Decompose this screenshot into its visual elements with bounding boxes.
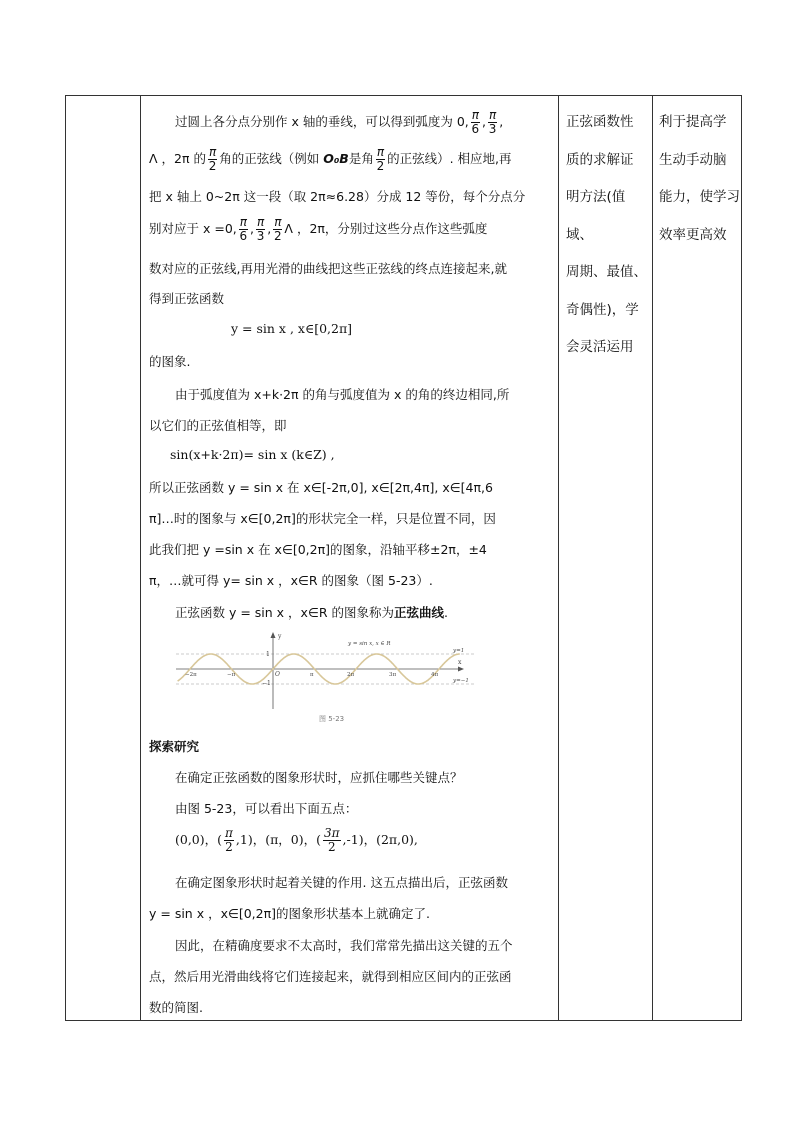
p2-line4: π]…时的图象与 x∈[0,2π]的形状完全一样，只是位置不同，因: [149, 511, 496, 526]
formula-sine: y = sin x , x∈[0,2π]: [231, 321, 353, 336]
frac-den: 3: [256, 229, 265, 243]
intent-line: 效率更高效: [659, 226, 727, 243]
frac-num: π: [488, 108, 497, 122]
fraction: [239, 216, 248, 243]
text: (0,0)，(: [175, 832, 223, 847]
section-heading: 探索研究: [149, 739, 200, 754]
text: Λ ，2π，分别过这些分点作这些弧度: [284, 221, 488, 236]
fraction: [471, 109, 480, 136]
frac-den: 2: [273, 229, 282, 243]
lesson-table: [65, 95, 742, 1021]
p1-line7: 的图象.: [149, 354, 191, 369]
term-sine-curve: 正弦曲线: [394, 605, 445, 620]
formula-periodic: sin(x+k·2π)= sin x (k∈Z) ,: [170, 447, 335, 462]
p1-line3: 把 x 轴上 0~2π 这一段（取 2π≈6.28）分成 12 等份，每个分点分: [149, 189, 526, 204]
tick-minus-1: −1: [262, 680, 271, 687]
frac-den: 2: [225, 840, 233, 854]
explore-line1: 在确定正弦函数的图象形状时，应抓住哪些关键点？: [175, 770, 463, 785]
frac-den: 6: [471, 122, 480, 136]
tick-neg-pi: −π: [227, 672, 236, 678]
frac-den: 6: [239, 229, 248, 243]
frac-num: π: [274, 215, 282, 229]
frac-num: π: [239, 215, 247, 229]
tick-2pi: 2π: [347, 672, 355, 678]
p1-line6: 得到正弦函数: [149, 291, 225, 306]
text: ,-1)，(2π,0),: [342, 832, 418, 847]
p1-line4: 别对应于 x =0, $\frac{\pi}{6}$ , $\frac{\pi}{3}$ , $\frac{\pi}{2}$ Λ ，2π，分别过这些分点作这些弧度: [149, 215, 488, 243]
text: ,: [481, 114, 486, 129]
p1-line2: [149, 146, 512, 173]
intent-line: 生动手动脑: [659, 151, 727, 168]
text: 别对应于 x =0,: [149, 221, 237, 236]
tick-3pi: 3π: [389, 672, 397, 678]
tick-pi: π: [310, 672, 314, 678]
explore-line7: 数的简图.: [149, 1000, 203, 1015]
explore-line4: y = sin x ，x∈[0,2π]的图象形状基本上就确定了.: [149, 906, 430, 921]
objective-line: 质的求解证: [566, 151, 634, 168]
text: 角的正弦线（例如: [219, 151, 324, 166]
objective-line: 会灵活运用: [566, 339, 634, 355]
explore-line6: 点，然后用光滑曲线将它们连接起来，就得到相应区间内的正弦函: [149, 969, 512, 984]
frac-num: π: [225, 826, 233, 840]
p3-line: [175, 603, 448, 621]
p1-line5: 数对应的正弦线,再用光滑的曲线把这些正弦线的终点连接起来,就: [149, 261, 507, 276]
p2-line1: 由于弧度值为 x+k·2π 的角与弧度值为 x 的角的终边相同,所: [175, 387, 510, 402]
explore-line3: 在确定图象形状时起着关键的作用. 这五点描出后，正弦函数: [175, 875, 508, 890]
intent-cell: [652, 96, 742, 254]
main-content-cell: [141, 96, 559, 1020]
objective-cell: [558, 96, 652, 367]
text: Λ ，2π 的: [149, 151, 206, 166]
intent-line: 能力，使学习: [659, 189, 740, 205]
curve-label: y = sin x, x ∈ R: [348, 641, 391, 647]
text: 正弦函数 y = sin x ，x∈R 的图象称为: [175, 605, 394, 620]
tick-neg-2pi: −2π: [185, 672, 197, 678]
sine-curve-figure: [176, 631, 476, 711]
objective-line: 周期、最值、: [566, 264, 647, 280]
frac-num: π: [471, 108, 479, 122]
y-axis-arrow: [271, 632, 276, 638]
frac-num: π: [376, 145, 385, 159]
ym1-label: y=−1: [453, 678, 469, 684]
figure-caption: 图 5-23: [319, 715, 345, 723]
frac-den: 2: [327, 840, 336, 854]
text: 的正弦线）. 相应地,再: [387, 151, 512, 166]
intent-line: 利于提高学: [659, 114, 727, 130]
y-axis-label: y: [278, 633, 282, 640]
fraction: [256, 216, 265, 243]
explore-line5: 因此，在精确度要求不太高时，我们常常先描出这关键的五个: [175, 938, 513, 953]
tick-4pi: 4π: [431, 672, 439, 678]
text: ,: [499, 114, 504, 129]
frac-num: π: [208, 145, 217, 159]
fraction: [323, 827, 341, 854]
p1-line1: [175, 109, 503, 136]
frac-num: 3π: [324, 826, 340, 840]
text: 过圆上各分点分别作 x 轴的垂线，可以得到弧度为 0,: [175, 114, 469, 129]
y1-label: y=1: [453, 648, 465, 654]
text: ,1)，(π，0)，(: [235, 832, 322, 847]
p2-line2: 以它们的正弦值相等，即: [149, 418, 287, 433]
five-points: [175, 827, 418, 854]
tick-1: 1: [266, 651, 270, 658]
fraction: [488, 109, 497, 136]
objective-line: 明方法(值域、: [566, 189, 626, 243]
frac-den: 3: [488, 122, 497, 136]
x-axis-arrow: [458, 667, 464, 672]
frac-den: 2: [208, 159, 217, 173]
p2-line5: 此我们把 y =sin x 在 x∈[0,2π]的图象，沿轴平移±2π，±4: [149, 542, 487, 557]
frac-den: 2: [376, 159, 385, 173]
fraction: [376, 146, 385, 173]
fraction: [224, 827, 234, 854]
origin-label: O: [275, 671, 280, 678]
fraction: [273, 216, 282, 243]
explore-line2: 由图 5-23，可以看出下面五点：: [175, 801, 358, 816]
text: 是角: [348, 151, 374, 166]
x-axis-label: x: [458, 659, 462, 666]
objective-line: 正弦函数性: [566, 114, 634, 130]
p2-line6: π，…就可得 y= sin x ，x∈R 的图象（图 5-23）.: [149, 573, 433, 588]
frac-num: π: [256, 215, 265, 229]
fraction: [208, 146, 217, 173]
text: .: [444, 605, 448, 620]
objective-line: 奇偶性)，学: [566, 301, 639, 318]
p2-line3: 所以正弦函数 y = sin x 在 x∈[-2π,0], x∈[2π,4π], x∈[4π,6: [149, 480, 493, 495]
text: O₀B: [323, 151, 349, 166]
